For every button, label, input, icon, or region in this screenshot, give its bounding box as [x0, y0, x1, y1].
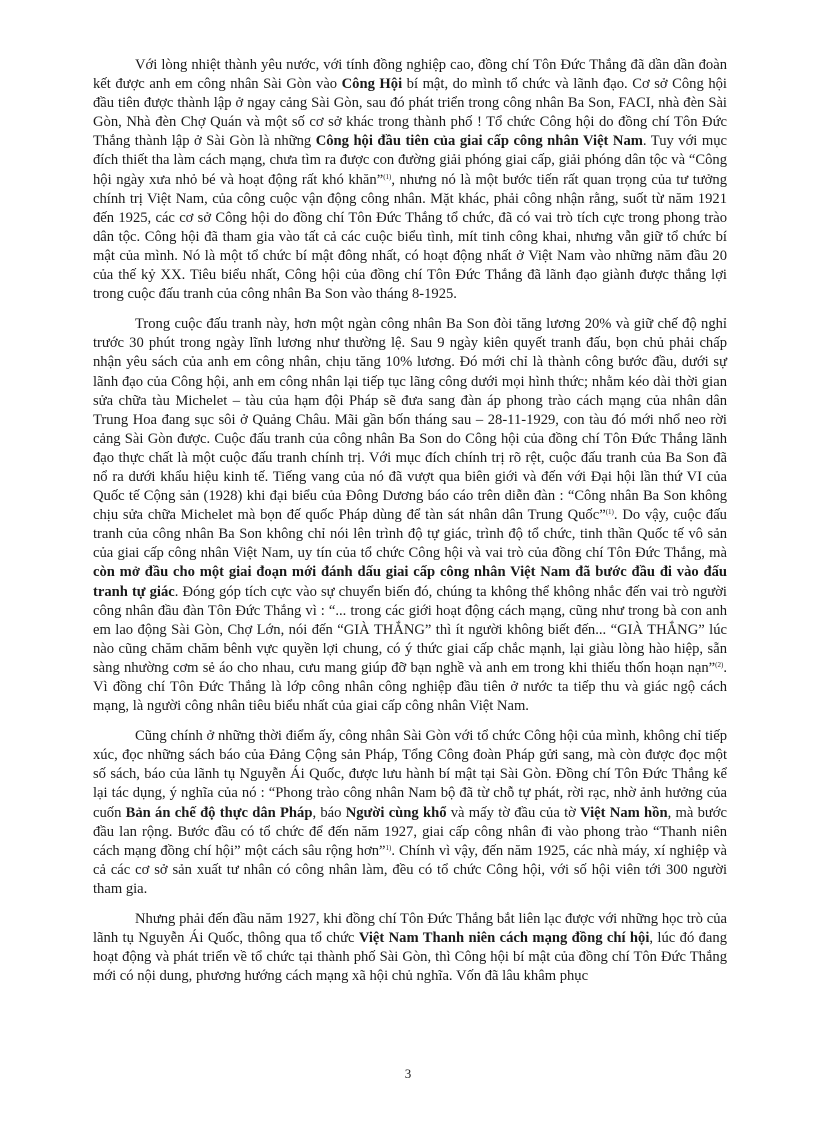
- text-run: , mà bước đầu lan rộng. Bước đầu có tổ chức để đến năm 1927, giai cấp công nhân đi vào phong trào “Thanh niên cách mạng đồng chí hội” một cách sâu rộng hơn”: [93, 804, 727, 859]
- text-run: bí mật, do mình tổ chức và lãnh đạo. Cơ sở Công hội đầu tiên được thành lập ở ngay cảng Sài Gòn, sau đó phát triển trong công nhân Ba Son, FACI, nhà đèn Sài Gòn, Nhà đèn Chợ Quán và một số cơ sở khác trong thành phố ! Tổ chức Công hội do đồng chí Tôn Đức Thắng thành lập ở Sài Gòn là những: [93, 76, 727, 150]
- bold-text: Công Hội: [341, 76, 403, 93]
- bold-text: Người cùng khổ: [345, 804, 447, 821]
- text-run: Trong cuộc đấu tranh này, hơn một ngàn công nhân Ba Son đòi tăng lương 20% và giữ chế độ nghỉ trước 30 phút trong ngày lĩnh lương như thường lệ. Sau 9 ngày kiên quyết tranh đấu, bọn chủ phải chấp nhận yêu sách của anh em công nhân, chịu tăng 10% lương. Đó mới chỉ là thành công bước đầu, dưới sự lãnh đạo của Công hội, anh em công nhân lại tiếp tục lãng công dưới mọi hình thức; nhằm kéo dài thời gian sửa chữa tàu Michelet – tàu của hạm đội Pháp sẽ đưa sang đàn áp phong trào cách mạng của nhân dân Trung Hoa đang sục sôi ở Quảng Châu. Mãi gần bốn tháng sau – 28-11-1929, con tàu đó mới nhổ neo rời cảng Sài Gòn được. Cuộc đấu tranh của công nhân Ba Son do Công hội của đồng chí Tôn Đức Thắng lãnh đạo thực chất là một cuộc đấu tranh chính trị. Với mục đích chính trị rõ rệt, cuộc đấu tranh của Ba Son đã nổ ra dưới khẩu hiệu kinh tế. Tiếng vang của nó đã vượt qua biên giới và đến với Đại hội lần thứ VI của Quốc tế Cộng sản (1928) khi đại biểu của Đông Dương báo cáo trên diễn đàn : “Công nhân Ba Son không chịu sửa chữa Michelet mà bọn đế quốc Pháp dùng để tàn sát nhân dân Trung Quốc”: [93, 316, 727, 524]
- paragraph: [93, 56, 727, 304]
- page-number: 3: [404, 1066, 412, 1081]
- text-run: Với lòng nhiệt thành yêu nước, với tính đồng nghiệp cao, đồng chí Tôn Đức Thắng đã dần dần đoàn kết được anh em công nhân Sài Gòn vào: [93, 57, 727, 93]
- text-run: , nhưng nó là một bước tiến rất quan trọng của tư tưởng chính trị Việt Nam, của công cuộc vận động công nhân. Mặt khác, phải công nhận rằng, suốt từ năm 1921 đến 1925, các cơ sở Công hội do đồng chí Tôn Đức Thắng tổ chức, đã có vai trò tích cực trong phong trào dân tộc. Công hội đã tham gia vào tất cả các cuộc biểu tình, mít tinh công khai, nhưng vẫn giữ tổ chức bí mật của mình. Nó là một tổ chức bí mật đông nhất, có hoạt động nhất ở Việt Nam vào những năm đầu 20 của thế kỷ XX. Tiêu biểu nhất, Công hội của đồng chí Tôn Đức Thắng đã lãnh đạo giành được thắng lợi trong cuộc đấu tranh của công nhân Ba Son vào tháng 8-1925.: [93, 171, 727, 303]
- footnote-marker: (1): [605, 508, 614, 517]
- text-run: , lúc đó đang hoạt động và phát triển về tổ chức tại thành phố Sài Gòn, thì Công hội bí mật của đồng chí Tôn Đức Thắng mới có nội dung, phương hướng cách mạng xã hội chủ nghĩa. Vốn đã lâu khâm phục: [93, 930, 727, 985]
- footnote-marker: (1): [383, 172, 392, 181]
- text-run: . Đóng góp tích cực vào sự chuyển biến đó, chúng ta không thể không nhắc đến vai trò người công nhân đầu đàn Tôn Đức Thắng vì : “... trong các giới hoạt động cách mạng, cũng như trong bà con anh em lao động Sài Gòn, Chợ Lớn, nói đến “GIÀ THẮNG” thì ít người không biết đến... “GIÀ THẮNG” lúc nào cũng chăm chăm bênh vực quyền lợi chung, có ý thức giai cấp chắc mạnh, lại giàu lòng hào hiệp, sẵn sàng nhường cơm sẻ áo cho nhau, cưu mang giúp đỡ bạn nghề và anh em trong khi thiếu thốn hoạn nạn”: [93, 583, 727, 676]
- text-run: Cũng chính ở những thời điểm ấy, công nhân Sài Gòn với tổ chức Công hội của mình, không chỉ tiếp xúc, đọc những sách báo của Đảng Cộng sản Pháp, Tổng Công đoàn Pháp gửi sang, mà còn được đọc một số sách, báo của lãnh tụ Nguyễn Ái Quốc, được lưu hành bí mật tại Sài Gòn. Đồng chí Tôn Đức Thắng kể lại tác dụng, ý nghĩa của nó : “Phong trào công nhân Nam bộ đã từ chỗ tự phát, rời rạc, nhờ ảnh hưởng của cuốn: [93, 728, 727, 821]
- paragraph: [93, 910, 727, 986]
- text-run: và mấy tờ đầu của tờ: [446, 804, 581, 821]
- text-run: Nhưng phải đến đầu năm 1927, khi đồng chí Tôn Đức Thắng bắt liên lạc được với những học trò của lãnh tụ Nguyễn Ái Quốc, thông qua tổ chức: [93, 911, 727, 947]
- bold-text: Việt Nam hồn: [580, 804, 668, 821]
- text-run: . Vì đồng chí Tôn Đức Thắng là lớp công nhân công nghiệp đầu tiên ở nước ta tiếp thu và giác ngộ cách mạng, là người công nhân tiêu biểu nhất của giai cấp công nhân Việt Nam.: [93, 659, 727, 715]
- document-body: [93, 56, 727, 986]
- footnote-marker: 1): [385, 843, 392, 852]
- text-run: . Tuy với mục đích thiết tha làm cách mạng, chưa tìm ra được con đường giải phóng giai cấp, giải phóng dân tộc và “Công hội ngày xưa nhỏ bé và hoạt động rất khó khăn”: [93, 133, 727, 188]
- paragraph: [93, 727, 727, 899]
- paragraph: [93, 315, 727, 716]
- footnote-marker: (2): [715, 660, 724, 669]
- text-run: . Do vậy, cuộc đấu tranh của công nhân Ba Son không chỉ nói lên trình độ tự giác, trình độ tổ chức, tinh thần Quốc tế vô sản của giai cấp công nhân Việt Nam, uy tín của tổ chức Công hội và vai trò của đồng chí Tôn Đức Thắng, mà: [93, 507, 727, 562]
- text-run: . Chính vì vậy, đến năm 1925, các nhà máy, xí nghiệp và cả các cơ sở sản xuất tư nhân có công nhân làm, đều có tổ chức Công hội, với số hội viên tới 300 người tham gia.: [93, 842, 727, 897]
- bold-text: Bản án chế độ thực dân Pháp: [125, 804, 313, 821]
- bold-text: còn mở đầu cho một giai đoạn mới đánh dấu giai cấp công nhân Việt Nam đã bước đầu đi vào đấu tranh tự giác: [93, 564, 727, 600]
- bold-text: Việt Nam Thanh niên cách mạng đồng chí hội: [358, 930, 650, 947]
- text-run: , báo: [312, 804, 346, 821]
- bold-text: Công hội đầu tiên của giai cấp công nhân Việt Nam: [315, 133, 643, 150]
